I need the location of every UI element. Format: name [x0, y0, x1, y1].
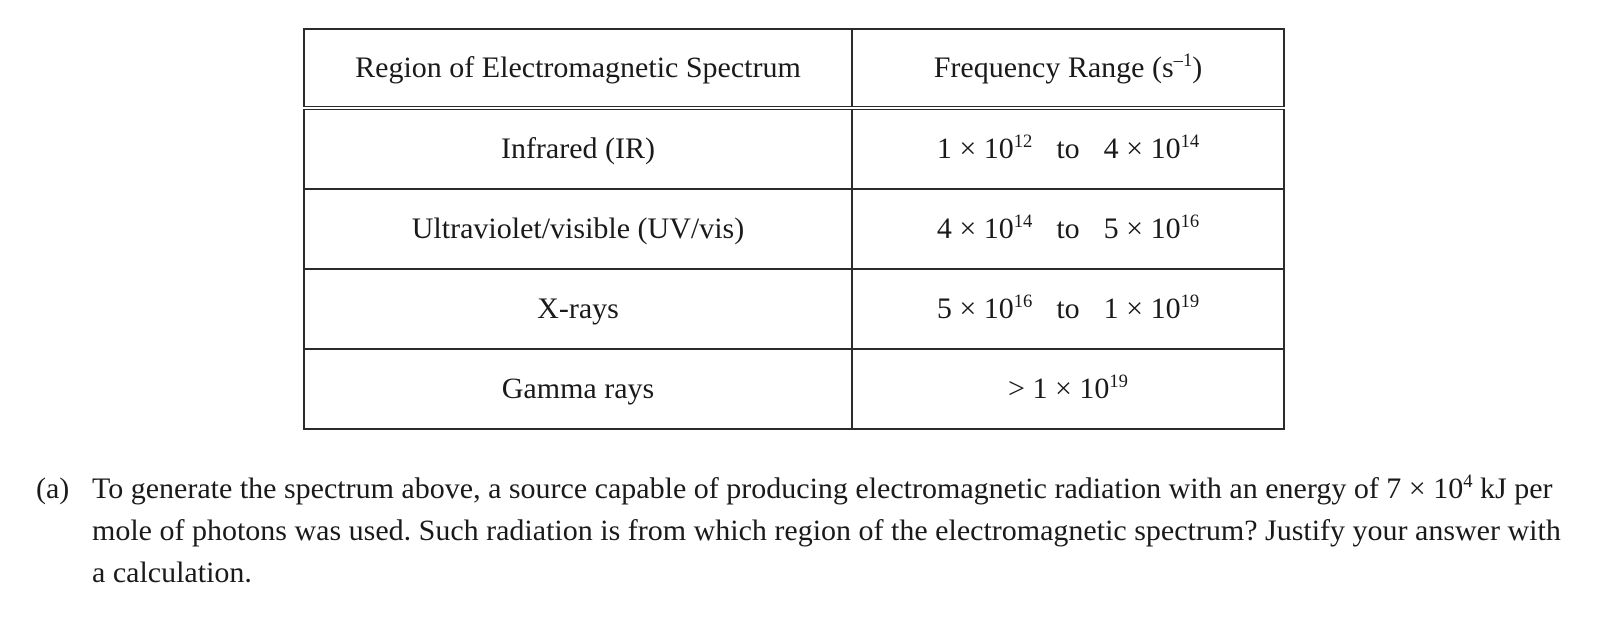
- freq-connector: to: [1056, 211, 1080, 245]
- question-block: [36, 468, 1576, 594]
- table-header: [304, 29, 1284, 108]
- freq-from-exponent: 19: [1109, 370, 1128, 392]
- header-frequency: [852, 29, 1284, 108]
- freq-from-coefficient: > 1 × 10: [1008, 371, 1110, 405]
- freq-to-coefficient: 1 × 10: [1103, 291, 1181, 325]
- table-body: [304, 108, 1284, 429]
- question-exponent: 4: [1463, 471, 1473, 492]
- question-text-part-1: To generate the spectrum above, a source capable of producing electromagnetic radiation with an energy of 7 × 10: [92, 472, 1464, 505]
- freq-from-exponent: 16: [1013, 290, 1033, 312]
- cell-region: [304, 108, 852, 189]
- header-frequency-exponent: –1: [1173, 49, 1193, 71]
- freq-from-coefficient: 4 × 10: [936, 211, 1014, 245]
- freq-to-exponent: 16: [1180, 210, 1200, 232]
- question-marker: (a): [36, 472, 70, 505]
- spectrum-table-container: [303, 28, 1283, 430]
- cell-region: [304, 349, 852, 429]
- cell-region-label: Ultraviolet/visible (UV/vis): [411, 211, 745, 245]
- header-region: [304, 29, 852, 108]
- table-row: [304, 349, 1284, 429]
- header-frequency-close: ): [1192, 50, 1203, 84]
- freq-from-exponent: 12: [1013, 130, 1033, 152]
- cell-region-label: Gamma rays: [501, 371, 655, 405]
- freq-to-exponent: 14: [1180, 130, 1200, 152]
- cell-region-label: Infrared (IR): [500, 131, 656, 165]
- header-region-label: Region of Electromagnetic Spectrum: [355, 50, 801, 84]
- spectrum-table: [303, 28, 1285, 430]
- cell-region: [304, 269, 852, 349]
- freq-to-coefficient: 5 × 10: [1103, 211, 1181, 245]
- freq-connector: to: [1056, 291, 1080, 325]
- cell-region: [304, 189, 852, 269]
- table-row: [304, 189, 1284, 269]
- freq-to-exponent: 19: [1180, 290, 1200, 312]
- cell-frequency: [852, 269, 1284, 349]
- table-header-row: [304, 29, 1284, 108]
- cell-frequency: [852, 189, 1284, 269]
- question-text: [92, 468, 1576, 594]
- table-row: [304, 108, 1284, 189]
- freq-from-exponent: 14: [1013, 210, 1033, 232]
- freq-to-coefficient: 4 × 10: [1103, 131, 1181, 165]
- question-text-part-2: kJ per mole of photons was used. Such radiation is from which region of the electromagnetic spectrum? Justify your answer with a calculation.: [92, 472, 1561, 589]
- freq-from-coefficient: 1 × 10: [936, 131, 1014, 165]
- cell-region-label: X-rays: [537, 291, 619, 325]
- cell-frequency: [852, 349, 1284, 429]
- freq-from-coefficient: 5 × 10: [936, 291, 1014, 325]
- freq-connector: to: [1056, 131, 1080, 165]
- header-frequency-label: Frequency Range (s: [933, 50, 1174, 84]
- table-row: [304, 269, 1284, 349]
- cell-frequency: [852, 108, 1284, 189]
